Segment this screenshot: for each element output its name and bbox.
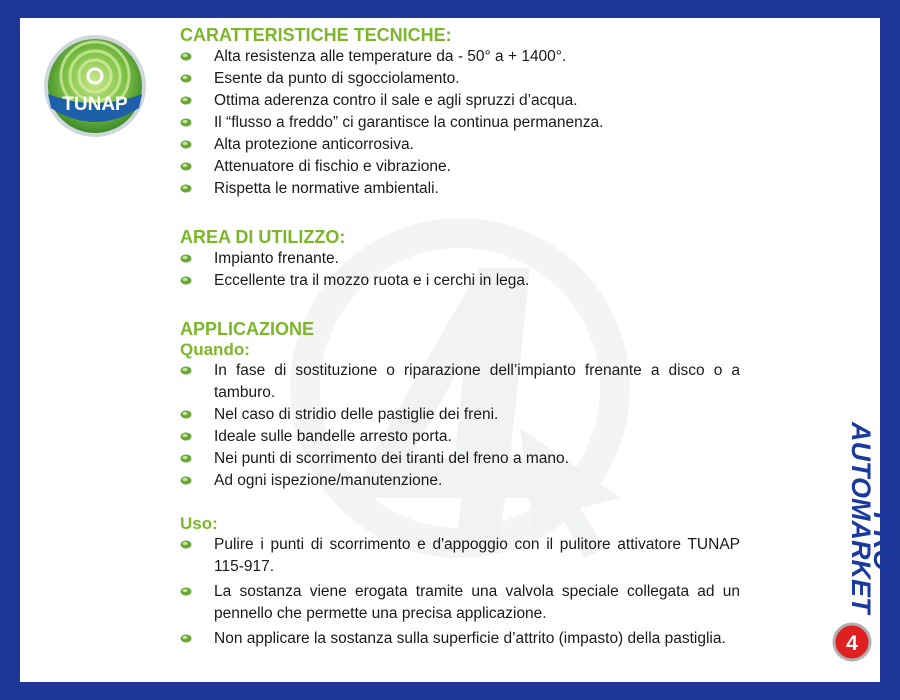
- leaf-bullet-icon: [180, 540, 192, 549]
- brand-line1: AUTOMARKET: [846, 422, 876, 614]
- list-item-text: Eccellente tra il mozzo ruota e i cerchi in lega.: [214, 272, 530, 289]
- list-item-text: Ottima aderenza contro il sale e agli spruzzi d’acqua.: [214, 92, 578, 109]
- subtitle-quando: Quando:: [180, 340, 250, 359]
- document-page: [20, 18, 898, 682]
- list-item: [180, 90, 740, 112]
- automarket-pro-logo: [822, 418, 898, 680]
- list-item: [180, 156, 740, 178]
- list-area: [180, 248, 740, 292]
- list-item: [180, 134, 740, 156]
- list-item: [180, 426, 740, 448]
- list-item: [180, 248, 740, 270]
- section-title-applicazione: APPLICAZIONE: [180, 319, 315, 339]
- leaf-bullet-icon: [180, 276, 192, 285]
- list-item-text: Impianto frenante.: [214, 250, 339, 267]
- leaf-bullet-icon: [180, 454, 192, 463]
- list-item: [180, 448, 740, 470]
- list-item: [180, 534, 740, 578]
- leaf-bullet-icon: [180, 96, 192, 105]
- subtitle-uso: Uso:: [180, 514, 218, 533]
- leaf-bullet-icon: [180, 184, 192, 193]
- list-item: [180, 178, 740, 200]
- leaf-bullet-icon: [180, 634, 192, 643]
- list-item-text: Esente da punto di sgocciolamento.: [214, 70, 460, 87]
- leaf-bullet-icon: [180, 410, 192, 419]
- list-item-text: Nei punti di scorrimento dei tiranti del freno a mano.: [214, 450, 569, 467]
- content-column: [180, 24, 740, 650]
- list-uso: [180, 534, 740, 650]
- list-item: [180, 46, 740, 68]
- list-item: [180, 628, 740, 650]
- brand-line2: PRO: [868, 512, 898, 571]
- leaf-bullet-icon: [180, 587, 192, 596]
- brand-badge: 4: [846, 632, 858, 655]
- list-quando: [180, 360, 740, 492]
- list-item: [180, 404, 740, 426]
- leaf-bullet-icon: [180, 118, 192, 127]
- list-item-text: Ad ogni ispezione/manutenzione.: [214, 472, 443, 489]
- leaf-bullet-icon: [180, 254, 192, 263]
- list-item-text: Pulire i punti di scorrimento e d'appoggio con il pulitore attivatore TUNAP 115-917.: [214, 536, 740, 575]
- list-item-text: La sostanza viene erogata tramite una valvola speciale collegata ad un pennello che permette una precisa applicazione.: [214, 583, 740, 622]
- list-caratteristiche: [180, 46, 740, 200]
- list-item: [180, 112, 740, 134]
- list-item-text: Alta resistenza alle temperature da - 50° a + 1400°.: [214, 48, 567, 65]
- list-item-text: Rispetta le normative ambientali.: [214, 180, 439, 197]
- leaf-bullet-icon: [180, 366, 192, 375]
- section-title-area: AREA DI UTILIZZO:: [180, 227, 346, 247]
- list-item-text: Ideale sulle bandelle arresto porta.: [214, 428, 452, 445]
- list-item: [180, 68, 740, 90]
- leaf-bullet-icon: [180, 74, 192, 83]
- leaf-bullet-icon: [180, 432, 192, 441]
- leaf-bullet-icon: [180, 162, 192, 171]
- list-item: [180, 470, 740, 492]
- tunap-logo: [43, 34, 147, 138]
- logo-text: TUNAP: [62, 94, 128, 115]
- list-item-text: Il “flusso a freddo” ci garantisce la continua permanenza.: [214, 114, 604, 131]
- list-item-text: Nel caso di stridio delle pastiglie dei freni.: [214, 406, 499, 423]
- list-item: [180, 360, 740, 404]
- leaf-bullet-icon: [180, 52, 192, 61]
- section-title-caratteristiche: CARATTERISTICHE TECNICHE:: [180, 25, 452, 45]
- list-item-text: Alta protezione anticorrosiva.: [214, 136, 414, 153]
- leaf-bullet-icon: [180, 140, 192, 149]
- list-item-text: Non applicare la sostanza sulla superficie d’attrito (impasto) della pastiglia.: [214, 630, 726, 647]
- list-item: [180, 581, 740, 625]
- leaf-bullet-icon: [180, 476, 192, 485]
- list-item-text: Attenuatore di fischio e vibrazione.: [214, 158, 451, 175]
- list-item-text: In fase di sostituzione o riparazione dell’impianto frenante a disco o a tamburo.: [214, 362, 740, 401]
- list-item: [180, 270, 740, 292]
